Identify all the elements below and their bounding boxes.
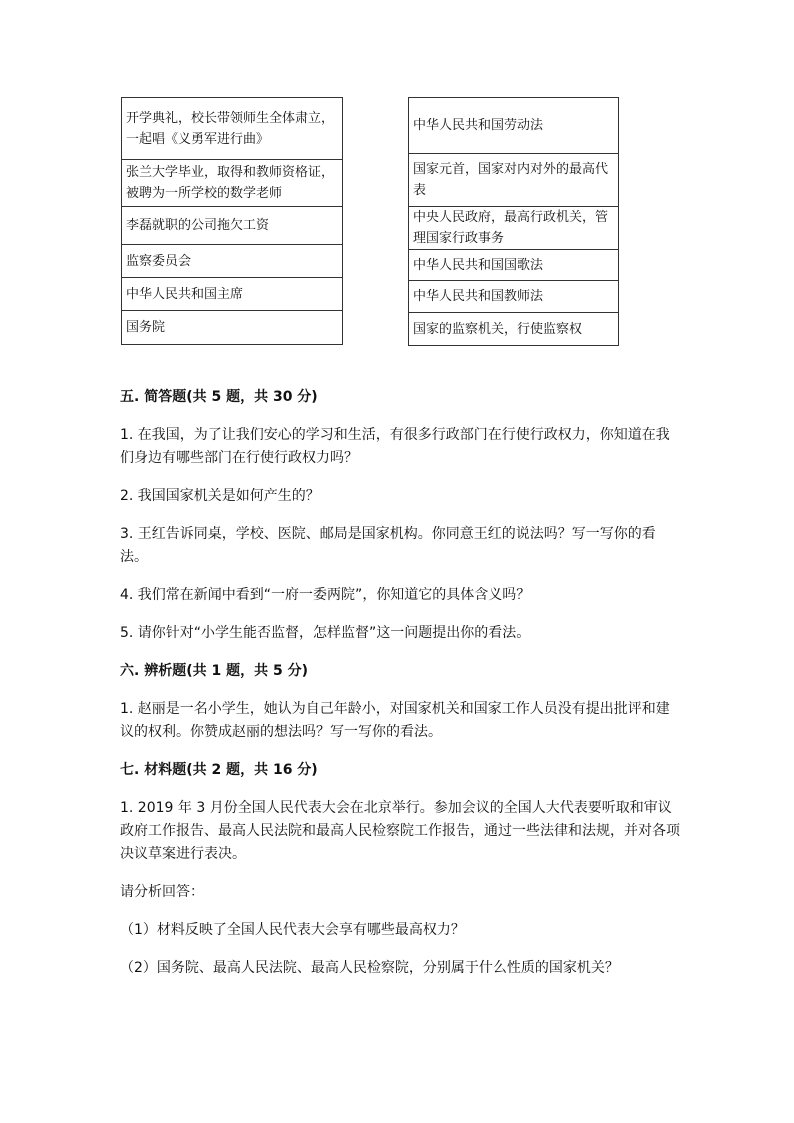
matching-right-item: 中华人民共和国教师法 — [409, 281, 618, 313]
sub-question-item: （2）国务院、最高人民法院、最高人民检察院，分别属于什么性质的国家机关？ — [120, 960, 619, 976]
section-title-short-answer: 五. 简答题(共 5 题，共 30 分) — [120, 389, 318, 405]
questions-area — [120, 386, 680, 995]
matching-right-item: 中华人民共和国国歌法 — [409, 250, 618, 281]
question-item: 1. 赵丽是一名小学生，她认为自己年龄小，对国家机关和国家工作人员没有提出批评和建议的权利。你赞成赵丽的想法吗？写一写你的看法。 — [120, 701, 670, 740]
question-item: 1. 在我国，为了让我们安心的学习和生活，有很多行政部门在行使行政权力，你知道在我们身边有哪些部门在行使行政权力吗？ — [120, 427, 670, 466]
question-item: 4. 我们常在新闻中看到“一府一委两院”，你知道它的具体含义吗？ — [120, 587, 531, 603]
question-item: 5. 请你针对“小学生能否监督，怎样监督”这一问题提出你的看法。 — [120, 625, 531, 641]
section-title-analysis: 六. 辨析题(共 1 题，共 5 分) — [120, 663, 308, 679]
question-prompt: 请分析回答： — [120, 884, 204, 900]
matching-left-item: 张兰大学毕业，取得和教师资格证，被聘为一所学校的数学老师 — [122, 160, 342, 207]
matching-left-column — [121, 97, 343, 345]
question-item: 2. 我国国家机关是如何产生的？ — [120, 488, 320, 504]
matching-right-column — [408, 97, 619, 346]
matching-left-item: 李磊就职的公司拖欠工资 — [122, 207, 342, 245]
matching-left-item: 开学典礼，校长带领师生全体肃立，一起唱《义勇军进行曲》 — [122, 98, 342, 160]
question-item: 3. 王红告诉同桌，学校、医院、邮局是国家机构。你同意王红的说法吗？写一写你的看法。 — [120, 526, 656, 565]
matching-right-item: 中央人民政府，最高行政机关，管理国家行政事务 — [409, 207, 618, 250]
matching-right-item: 国家的监察机关，行使监察权 — [413, 321, 583, 337]
matching-left-item: 国务院 — [126, 320, 166, 335]
sub-question-item: （1）材料反映了全国人民代表大会享有哪些最高权力？ — [120, 922, 465, 938]
matching-right-item: 中华人民共和国劳动法 — [409, 98, 618, 154]
matching-left-item: 中华人民共和国主席 — [122, 278, 342, 311]
question-item: 1. 2019 年 3 月份全国人民代表大会在北京举行。参加会议的全国人大代表要听取和审议政府工作报告、最高人民法院和最高人民检察院工作报告，通过一些法律和法规，并对各项决议草案进行表决。 — [120, 800, 680, 862]
section-title-material: 七. 材料题(共 2 题，共 16 分) — [120, 762, 318, 778]
matching-right-item: 国家元首，国家对内对外的最高代表 — [409, 154, 618, 207]
matching-left-item: 监察委员会 — [122, 245, 342, 278]
